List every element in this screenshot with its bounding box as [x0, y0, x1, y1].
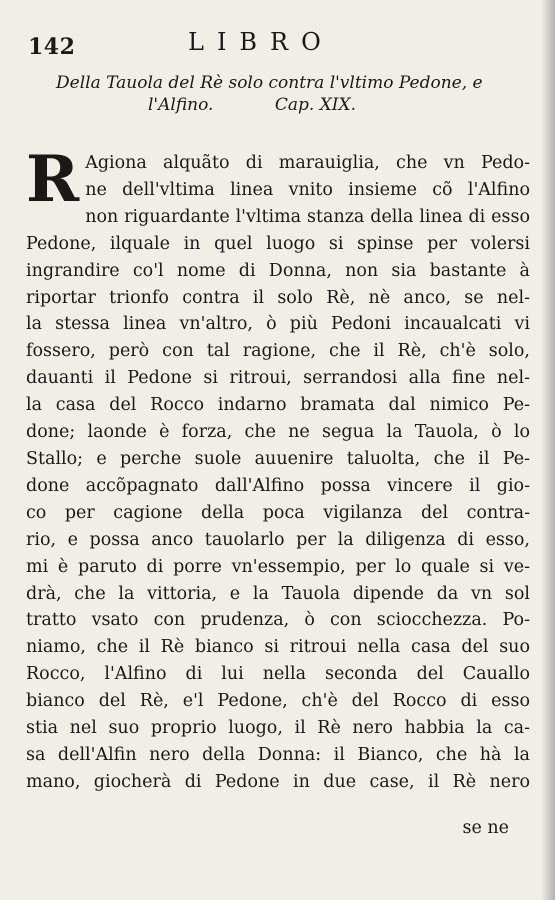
text-line: la casa del Rocco indarno bramata dal nimico Pe-	[26, 395, 530, 416]
text-line: la stessa linea vn'altro, ò più Pedoni incaualcati vi	[26, 314, 530, 335]
text-line: mano, giocherà di Pedone in due case, il Rè nero	[26, 771, 530, 792]
text-line: ingrandire co'l nome di Donna, non sia bastante à	[26, 260, 530, 281]
text-line: tratto vsato con prudenza, ò con sciocchezza. Po-	[26, 610, 530, 631]
text-line: Agiona alquãto di marauiglia, che vn Pedo-	[85, 153, 530, 173]
chapter-heading-line-2-wrap	[56, 94, 486, 116]
chapter-heading	[56, 72, 486, 116]
text-line: Pedone, ilquale in quel luogo si spinse per volersi	[26, 233, 530, 254]
text-line: done; laonde è forza, che ne segua la Tauola, ò lo	[26, 422, 530, 443]
body-text	[26, 142, 530, 796]
text-line: non riguardante l'vltima stanza della linea di esso	[85, 206, 530, 227]
text-line: rio, e possa anco tauolarlo per la diligenza di esso,	[26, 529, 530, 550]
text-line: Rocco, l'Alfino di lui nella seconda del Cauallo	[26, 664, 530, 685]
page-number: 142	[28, 34, 76, 60]
text-line: drà, che la vittoria, e la Tauola dipende da vn sol	[26, 583, 530, 604]
text-line: sa dell'Alfin nero della Donna: il Bianco, che hà la	[26, 744, 530, 765]
drop-cap: R	[26, 142, 80, 217]
text-line: fossero, però con tal ragione, che il Rè, ch'è solo,	[26, 341, 530, 362]
text-line: riportar trionfo contra il solo Rè, nè anco, se nel-	[26, 287, 530, 308]
text-line: mi è paruto di porre vn'essempio, per lo quale si ve-	[26, 556, 530, 577]
chapter-label: Cap. XIX.	[274, 95, 357, 115]
binding-shadow	[541, 0, 555, 900]
chapter-heading-line-1: Della Tauola del Rè solo contra l'vltimo Pedone, e	[56, 73, 483, 93]
catchword: se ne	[462, 818, 509, 838]
text-line: ne dell'vltima linea vnito insieme cõ l'Alfino	[85, 179, 530, 200]
text-line: done accõpagnato dall'Alfino possa vincere il gio-	[26, 475, 530, 496]
section-title: LIBRO	[188, 28, 334, 56]
text-line: co per cagione della poca vigilanza del contra-	[26, 502, 530, 523]
chapter-heading-line-2: l'Alfino.	[148, 95, 214, 115]
text-line: Stallo; e perche suole auuenire taluolta, che il Pe-	[26, 448, 530, 469]
running-head	[28, 28, 528, 62]
text-line: dauanti il Pedone si ritroui, serrandosi alla fine nel-	[26, 368, 530, 389]
text-line: stia nel suo proprio luogo, il Rè nero habbia la ca-	[26, 718, 530, 739]
text-line: bianco del Rè, e'l Pedone, ch'è del Rocco di esso	[26, 691, 530, 712]
text-line: niamo, che il Rè bianco si ritroui nella casa del suo	[26, 637, 530, 658]
